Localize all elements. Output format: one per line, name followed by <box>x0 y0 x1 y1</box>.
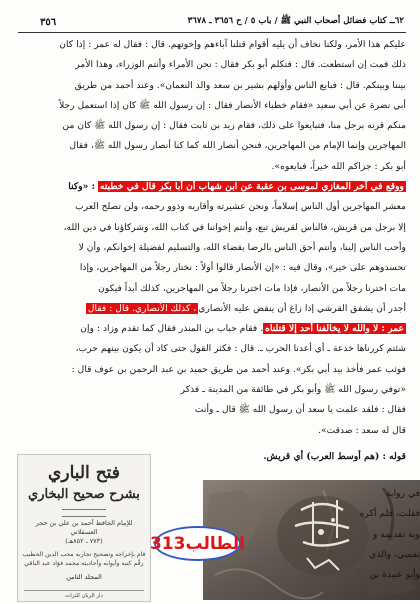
cover-numbering: رقّم كتبه وأبوابه وأحاديثه محمد فؤاد عبد الباقي <box>24 559 144 567</box>
text-fragment: نفسي، والذي <box>369 548 420 560</box>
text-line: معشر المهاجرين أول الناس إسلاماً، ونحن عشيرته وأقاربه وذوو رحمه، ولن تصلح العرب <box>75 201 406 213</box>
stamp-text: الطالب313 <box>149 533 246 554</box>
text-line: وأحب الناس إلينا، وأنتم أحق الناس بالرضا بقضاء الله، والتسليم لفضيلة إخوانكم، وأن لا <box>78 241 406 253</box>
cover-editor: قام بإخراجه وتصحيح تجاربه محب الدين الخطيب <box>22 551 146 558</box>
red-highlight: ، كذلك الأنصاري. قال : فقال <box>87 302 197 314</box>
red-highlight: عمر : لا والله لا يخالفنا أحد إلا قتلناه <box>265 323 404 335</box>
text-line: «توفي رسول الله ﷺ وأبو بكر في طائفة من المدينة ـ فذكر <box>180 384 406 396</box>
cover-publisher: دار الريان للتراث <box>24 590 144 599</box>
text-line-highlighted <box>18 299 406 319</box>
cover-author-dates: (٧٧٣ ـ ٨٥٢هـ) <box>65 537 103 545</box>
text-line: عليكم هذا الأمر، ولكنا نخاف أن يليه أقوام قتلنا آباءهم وإخوتهم. قال : فقال له عمر : إذا كان <box>59 39 406 50</box>
text-fragment: أجدر أن يشفق القرشي إذا زاغ أن ينقض عليه الأنصاري <box>198 302 406 314</box>
cover-ornament <box>62 509 106 517</box>
text-line: إلا برجل من قريش، فالناس لقريش تبع، وأنتم إخواننا في كتاب الله، وشركاؤنا في دين الله، <box>63 221 406 233</box>
text-line: أبو بكر : جزاكم الله خيراً، فبايعوه». <box>271 160 406 172</box>
cover-editors <box>22 551 146 568</box>
text-line-highlighted <box>18 319 406 339</box>
text-line: تحسدوهم على خير»، وقال فيه : «إن الأنصار قالوا أولاً : نختار رجلاً من المهاجرين، وإذا <box>79 262 406 274</box>
text-line: منكم قرنه برجل منا، فتبايعوا على ذلك، فقام زيد بن ثابت فقال : إن رسول الله ﷺ كان من <box>62 120 406 132</box>
book-cover-image <box>17 454 151 602</box>
page-body <box>18 35 406 467</box>
text-line: قوله : (هم أوسط العرب) أي قريش. <box>263 450 406 462</box>
text-line: مات اخترنا رجلاً من الأنصار، فإذا مات اخترنا رجلاً من المهاجرين، كذلك أبداً فيكون <box>98 282 406 294</box>
cover-author <box>22 519 146 546</box>
text-fragment: فقلت، فلم أكره <box>359 508 420 520</box>
text-fragment: وأبو عبيدة بن <box>369 569 420 581</box>
text-line: المهاجرين وإنما الإمام من المهاجرين، فنحن أنصار الله كما كنا أنصار رسول الله ﷺ، فقال <box>69 140 406 152</box>
cover-author-name: للإمام الحافظ أحمد بن علي بن حجر العسقلاني <box>35 519 133 536</box>
partial-text-column <box>359 484 420 585</box>
text-line: ذلك فمت إن استطعت. قال : فتكلم أبو بكر فقال : نحن الأمراء وأنتم الوزراء، وهذا الأمر <box>75 59 406 71</box>
text-fragment: وبة تقديمه و <box>372 528 420 540</box>
text-line: قال له سعد : صدقت». <box>318 424 406 436</box>
page-number: ٣٥٦ <box>40 16 57 28</box>
header-rule <box>18 32 406 33</box>
text-fragment: . فقام حباب بن المنذر فقال كما تقدم وزاد : وإن <box>80 323 264 335</box>
red-highlight: ووقع في آخر المغازي لموسى بن عقبة عن ابن شهاب أن أبا بكر قال في خطبته <box>99 181 404 193</box>
text-line: أبي نضرة عن أبي سعيد «فقام خطباء الأنصار فقال : إن رسول الله ﷺ كان إذا استعمل رجلاً <box>59 99 406 111</box>
student-stamp <box>149 526 246 561</box>
text-line-highlighted <box>18 177 406 197</box>
cover-subtitle: بشرح صحيح البخاري <box>28 487 140 502</box>
text-fragment: في رواية <box>386 488 420 499</box>
text-line: فوثب عمر فأخذ بيد أبي بكر». وعند أحمد من طريق حميد بن عبد الرحمن بن عوف قال : <box>71 363 406 375</box>
cover-volume: المجلد الثامن <box>66 573 102 581</box>
page-header <box>40 14 404 30</box>
text-fragment: : «وكنا <box>68 181 95 193</box>
cover-title: فتح الباري <box>48 463 120 483</box>
text-line: شئتم كررناها خدعة ـ أي أعدنا الحرب ـ. قال : فكثر القول حتى كاد أن يكون بينهم حرب، <box>75 343 406 355</box>
running-head: ٦٢ــ كتاب فضائل أصحاب النبي ﷺ / باب ٥ / ح ٣٦٥٦ ـ ٣٦٧٨ <box>187 16 404 26</box>
text-line: بيننا وبينكم. قال : فبايع الناس وأولهم بشير بن سعد والد النعمان». وعند أحمد من طريق <box>74 79 406 91</box>
text-line: فقال : فلقد علمت يا سعد أن رسول الله ﷺ قال ـ وأنت <box>194 404 406 416</box>
